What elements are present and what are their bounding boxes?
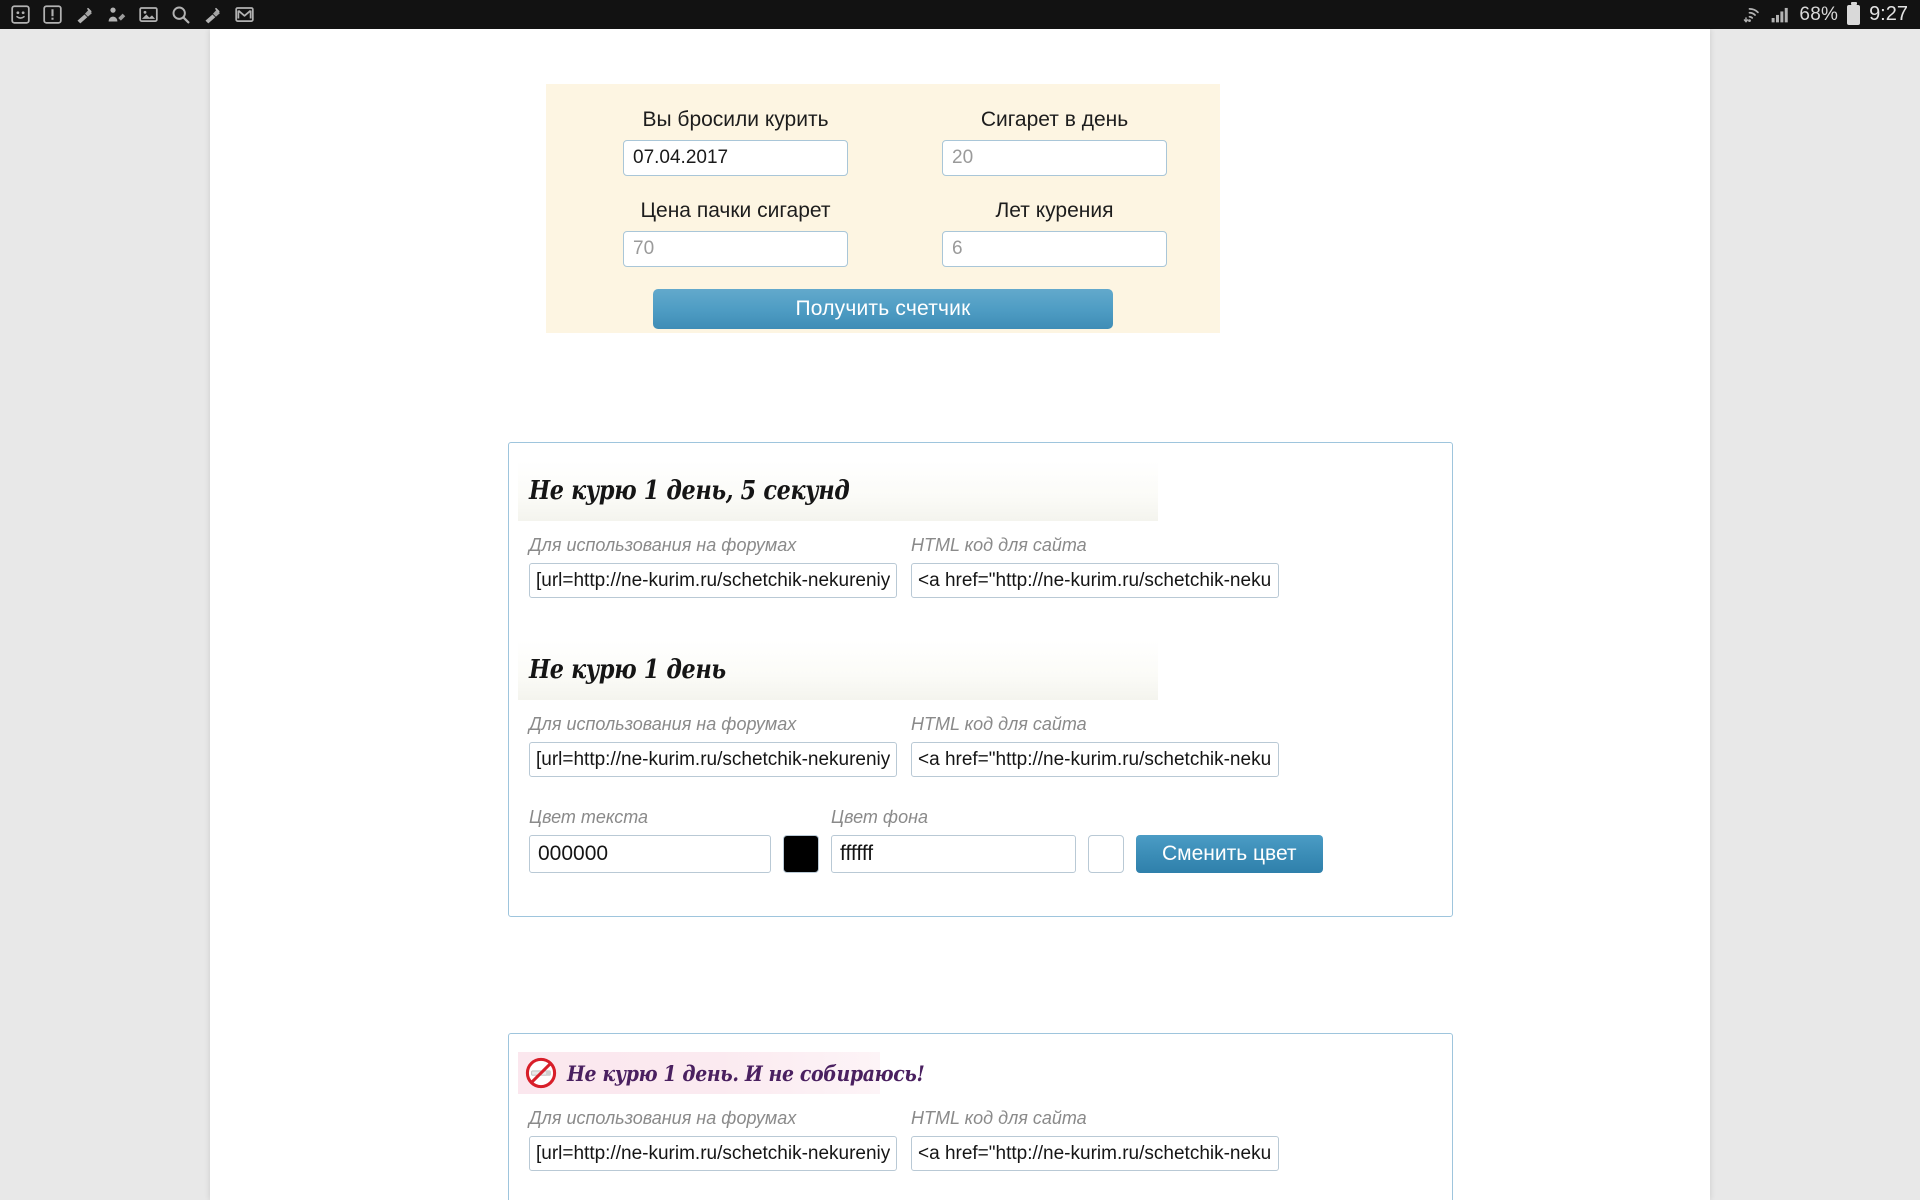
android-status-bar — [0, 0, 1920, 29]
browser-viewport — [0, 29, 1920, 1200]
nosmoking-code-row — [518, 1108, 1443, 1171]
text-color-swatch[interactable] — [783, 835, 819, 873]
text-color-label: Цвет текста — [529, 807, 648, 827]
forum-code-input-2[interactable] — [529, 742, 897, 777]
html-code-input-1[interactable] — [911, 563, 1279, 598]
counter-results-inner — [509, 443, 1452, 873]
cleaner-user-icon — [106, 4, 127, 25]
html-code-col-2 — [911, 714, 1279, 777]
status-bar-clock: 9:27 — [1869, 3, 1908, 25]
get-counter-button[interactable]: Получить счетчик — [653, 289, 1113, 329]
forum-code-label-2: Для использования на форумах — [529, 714, 797, 734]
cigs-per-day-input[interactable] — [942, 140, 1167, 176]
nosmoking-html-code-input[interactable] — [911, 1136, 1279, 1171]
alert-box-icon — [42, 4, 63, 25]
search-icon — [170, 4, 191, 25]
status-bar-notification-icons — [10, 4, 255, 25]
nosmoking-forum-code-input[interactable] — [529, 1136, 897, 1171]
smoking-calculator-form — [546, 84, 1220, 333]
nosmoking-banner-preview — [518, 1052, 925, 1094]
battery-percent-label: 68% — [1799, 3, 1839, 25]
nosmoking-forum-code-col — [529, 1108, 897, 1171]
field-cigs-per-day — [921, 108, 1188, 176]
html-code-label-2: HTML код для сайта — [911, 714, 1087, 734]
nosmoking-html-code-col — [911, 1108, 1279, 1171]
bg-color-swatch[interactable] — [1088, 835, 1124, 873]
color-controls-row — [518, 807, 1443, 873]
quit-date-label: Вы бросили курить — [642, 108, 829, 131]
bg-color-field — [831, 807, 1076, 873]
bg-color-label: Цвет фона — [831, 807, 929, 827]
counter-banner-text-1: Не курю 1 день, 5 секунд — [529, 476, 850, 506]
forum-code-col-2 — [529, 714, 897, 777]
counter-results-card — [508, 442, 1453, 917]
html-code-label-1: HTML код для сайта — [911, 535, 1087, 555]
nosmoking-banner-text: Не курю 1 день. И не собираюсь! — [567, 1060, 925, 1086]
nosmoking-forum-code-label: Для использования на форумах — [529, 1108, 797, 1128]
counter-code-row-2 — [518, 714, 1443, 777]
text-color-input[interactable] — [529, 835, 771, 873]
cellular-signal-icon — [1769, 4, 1790, 25]
field-pack-price — [602, 199, 869, 267]
field-quit-date — [602, 108, 869, 176]
nosmoking-card-inner — [509, 1034, 1452, 1171]
forum-code-label-1: Для использования на форумах — [529, 535, 797, 555]
forum-code-col-1 — [529, 535, 897, 598]
counter-banner-preview-1 — [518, 461, 1158, 521]
wifi-icon — [1739, 4, 1760, 25]
image-icon — [138, 4, 159, 25]
page-content — [210, 29, 1710, 1200]
nosmoking-html-code-label: HTML код для сайта — [911, 1108, 1087, 1128]
counter-banner-text-2: Не курю 1 день — [529, 655, 726, 685]
years-smoking-label: Лет курения — [995, 199, 1114, 222]
no-smoking-icon — [524, 1056, 558, 1090]
html-code-col-1 — [911, 535, 1279, 598]
battery-icon — [1847, 5, 1860, 25]
bg-color-input[interactable] — [831, 835, 1076, 873]
counter-banner-preview-2 — [518, 640, 1158, 700]
gmail-icon — [234, 4, 255, 25]
cigs-per-day-label: Сигарет в день — [980, 108, 1129, 131]
cleaner-icon — [74, 4, 95, 25]
cleaner-icon-2 — [202, 4, 223, 25]
forum-code-input-1[interactable] — [529, 563, 897, 598]
counter-code-row-1 — [518, 535, 1443, 598]
years-smoking-input[interactable] — [942, 231, 1167, 267]
quit-date-input[interactable] — [623, 140, 848, 176]
form-fields-grid — [546, 84, 1220, 267]
pack-price-label: Цена пачки сигарет — [640, 199, 831, 222]
change-color-button[interactable]: Сменить цвет — [1136, 835, 1323, 873]
smiley-box-icon — [10, 4, 31, 25]
field-years-smoking — [921, 199, 1188, 267]
html-code-input-2[interactable] — [911, 742, 1279, 777]
pack-price-input[interactable] — [623, 231, 848, 267]
text-color-field — [529, 807, 771, 873]
nosmoking-banner-card — [508, 1033, 1453, 1200]
status-bar-system-icons — [1739, 3, 1908, 26]
